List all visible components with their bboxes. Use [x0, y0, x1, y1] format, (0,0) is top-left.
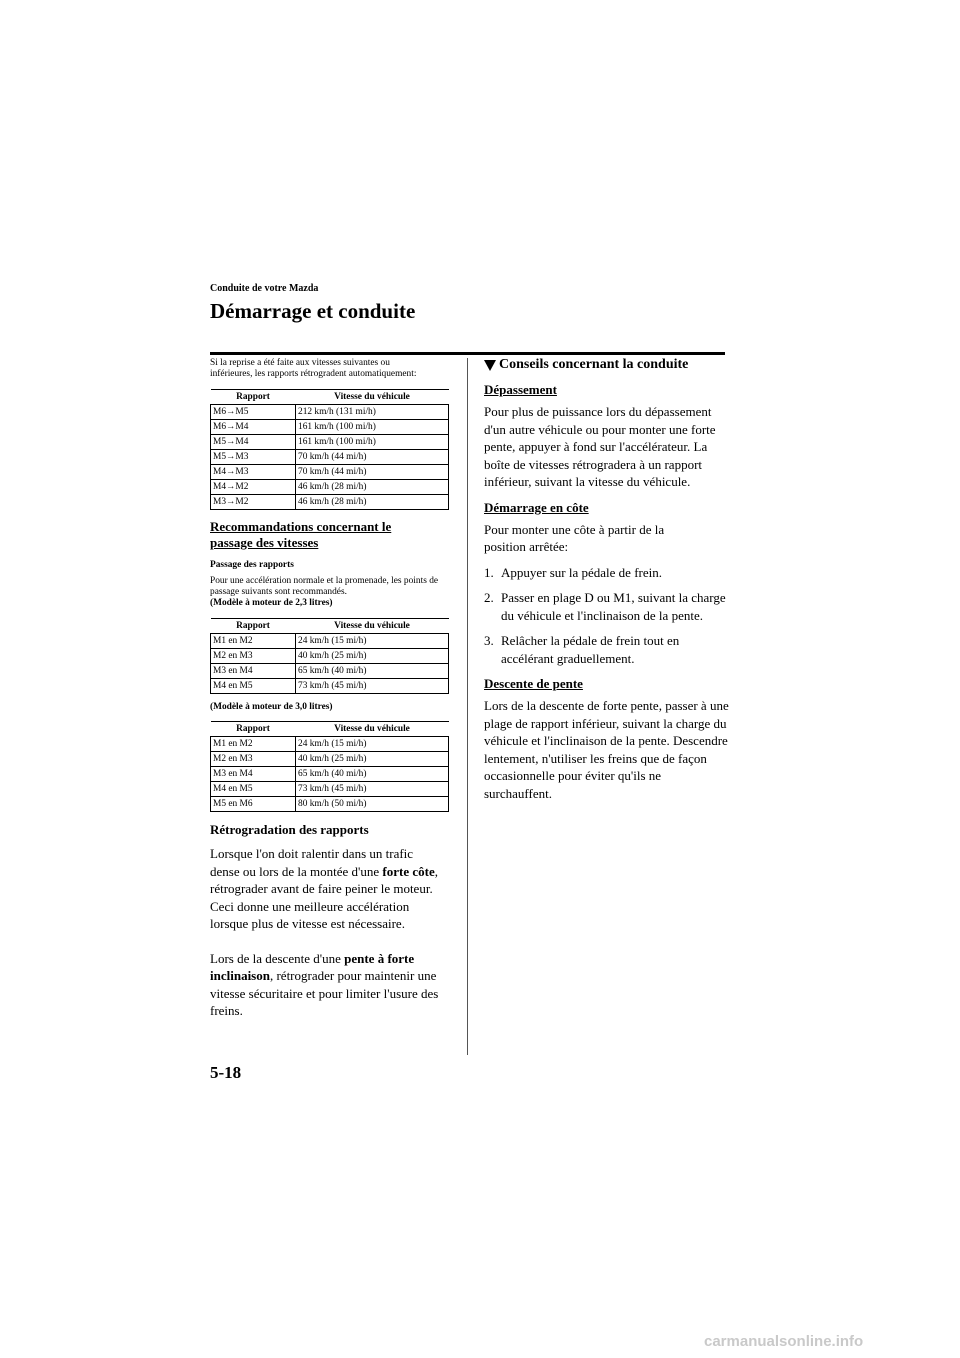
model-2-3-label: (Modèle à moteur de 2,3 litres) [210, 598, 333, 608]
table-row: M6→M4 161 km/h (100 mi/h) [211, 420, 449, 435]
conseils-heading: Conseils concernant la conduite [484, 356, 729, 374]
left-column [210, 358, 450, 1020]
column-divider [467, 358, 468, 1055]
section-label: Conduite de votre Mazda [210, 283, 319, 294]
reco-heading: Recommandations concernant le passage des vitesses [210, 519, 392, 550]
demarrage-text: Pour monter une côte à partir de la position arrêtée: [484, 521, 665, 554]
descente-heading: Descente de pente [484, 676, 583, 691]
table-row: M3→M2 46 km/h (28 mi/h) [211, 495, 449, 510]
steps-list [484, 564, 729, 668]
table-header-speed: Vitesse du véhicule [296, 722, 449, 737]
table-row: M6→M5 212 km/h (131 mi/h) [211, 405, 449, 420]
table-header-speed: Vitesse du véhicule [296, 390, 449, 405]
depassement-text: Pour plus de puissance lors du dépassement d'un autre véhicule ou pour monter une forte pente, appuyer à fond sur l'accélérateur. La boîte de vitesses rétrogradera à un rapport inférieur, suivant la vitesse du véhicule. [484, 404, 716, 489]
downshift-table [210, 389, 449, 510]
passage-label: Passage des rapports [210, 560, 294, 570]
table-row: M3 en M4 65 km/h (40 mi/h) [211, 664, 449, 679]
table-header-gear: Rapport [211, 390, 296, 405]
triangle-icon [484, 360, 496, 371]
table-row: M3 en M4 65 km/h (40 mi/h) [211, 767, 449, 782]
page-header [210, 283, 725, 324]
header-rule [210, 352, 725, 355]
table-row: M5→M4 161 km/h (100 mi/h) [211, 435, 449, 450]
right-column [484, 356, 729, 802]
list-item: 2. Passer en plage D ou M1, suivant la charge du véhicule et l'inclinaison de la pente. [484, 590, 726, 623]
descente-text: Lors de la descente de forte pente, passer à une plage de rapport inférieur, suivant la charge du véhicule et l'inclinaison de la pente. Descendre lentement, n'utiliser les freins que de façon occasionnelle pour éviter qu'ils ne surchauffent. [484, 698, 729, 801]
demarrage-heading: Démarrage en côte [484, 499, 589, 515]
table-row: M4 en M5 73 km/h (45 mi/h) [211, 782, 449, 797]
table-row: M2 en M3 40 km/h (25 mi/h) [211, 752, 449, 767]
table-row: M4→M2 46 km/h (28 mi/h) [211, 480, 449, 495]
table-row: M1 en M2 24 km/h (15 mi/h) [211, 737, 449, 752]
list-item: 1. Appuyer sur la pédale de frein. [484, 564, 662, 580]
table-header-gear: Rapport [211, 722, 296, 737]
retro-paragraph-2: Lors de la descente d'une pente à forte inclinaison, rétrograder pour maintenir une vitesse sécuritaire et pour limiter l'usure des freins. [210, 950, 439, 1018]
retro-paragraph-1: Lorsque l'on doit ralentir dans un trafic dense ou lors de la montée d'une forte côte, rétrograder avant de faire peiner le moteur. Ceci donne une meilleure accélération lorsque plus de vitesse est nécessaire. [210, 846, 438, 931]
shift-table-2-3 [210, 618, 449, 694]
table-row: M1 en M2 24 km/h (15 mi/h) [211, 634, 449, 649]
watermark: carmanualsonline.info [704, 1333, 864, 1350]
shift-table-3-0 [210, 721, 449, 812]
table-row: M5→M3 70 km/h (44 mi/h) [211, 450, 449, 465]
model-3-0-label: (Modèle à moteur de 3,0 litres) [210, 702, 333, 712]
table-header-speed: Vitesse du véhicule [296, 619, 449, 634]
depassement-heading: Dépassement [484, 382, 557, 397]
table-header-gear: Rapport [211, 619, 296, 634]
passage-text: Pour une accélération normale et la promenade, les points de passage suivants sont recommandés. [210, 576, 439, 597]
table-row: M4 en M5 73 km/h (45 mi/h) [211, 679, 449, 694]
table-row: M4→M3 70 km/h (44 mi/h) [211, 465, 449, 480]
page-title: Démarrage et conduite [210, 299, 416, 323]
list-item: 3. Relâcher la pédale de frein tout en accélérant graduellement. [484, 633, 680, 666]
page-number: 5-18 [210, 1063, 242, 1082]
table-row: M5 en M6 80 km/h (50 mi/h) [211, 797, 449, 812]
intro-text: Si la reprise a été faite aux vitesses suivantes ou inférieures, les rapports rétrogradent automatiquement: [210, 358, 417, 379]
table-row: M2 en M3 40 km/h (25 mi/h) [211, 649, 449, 664]
retro-heading: Rétrogradation des rapports [210, 822, 369, 837]
